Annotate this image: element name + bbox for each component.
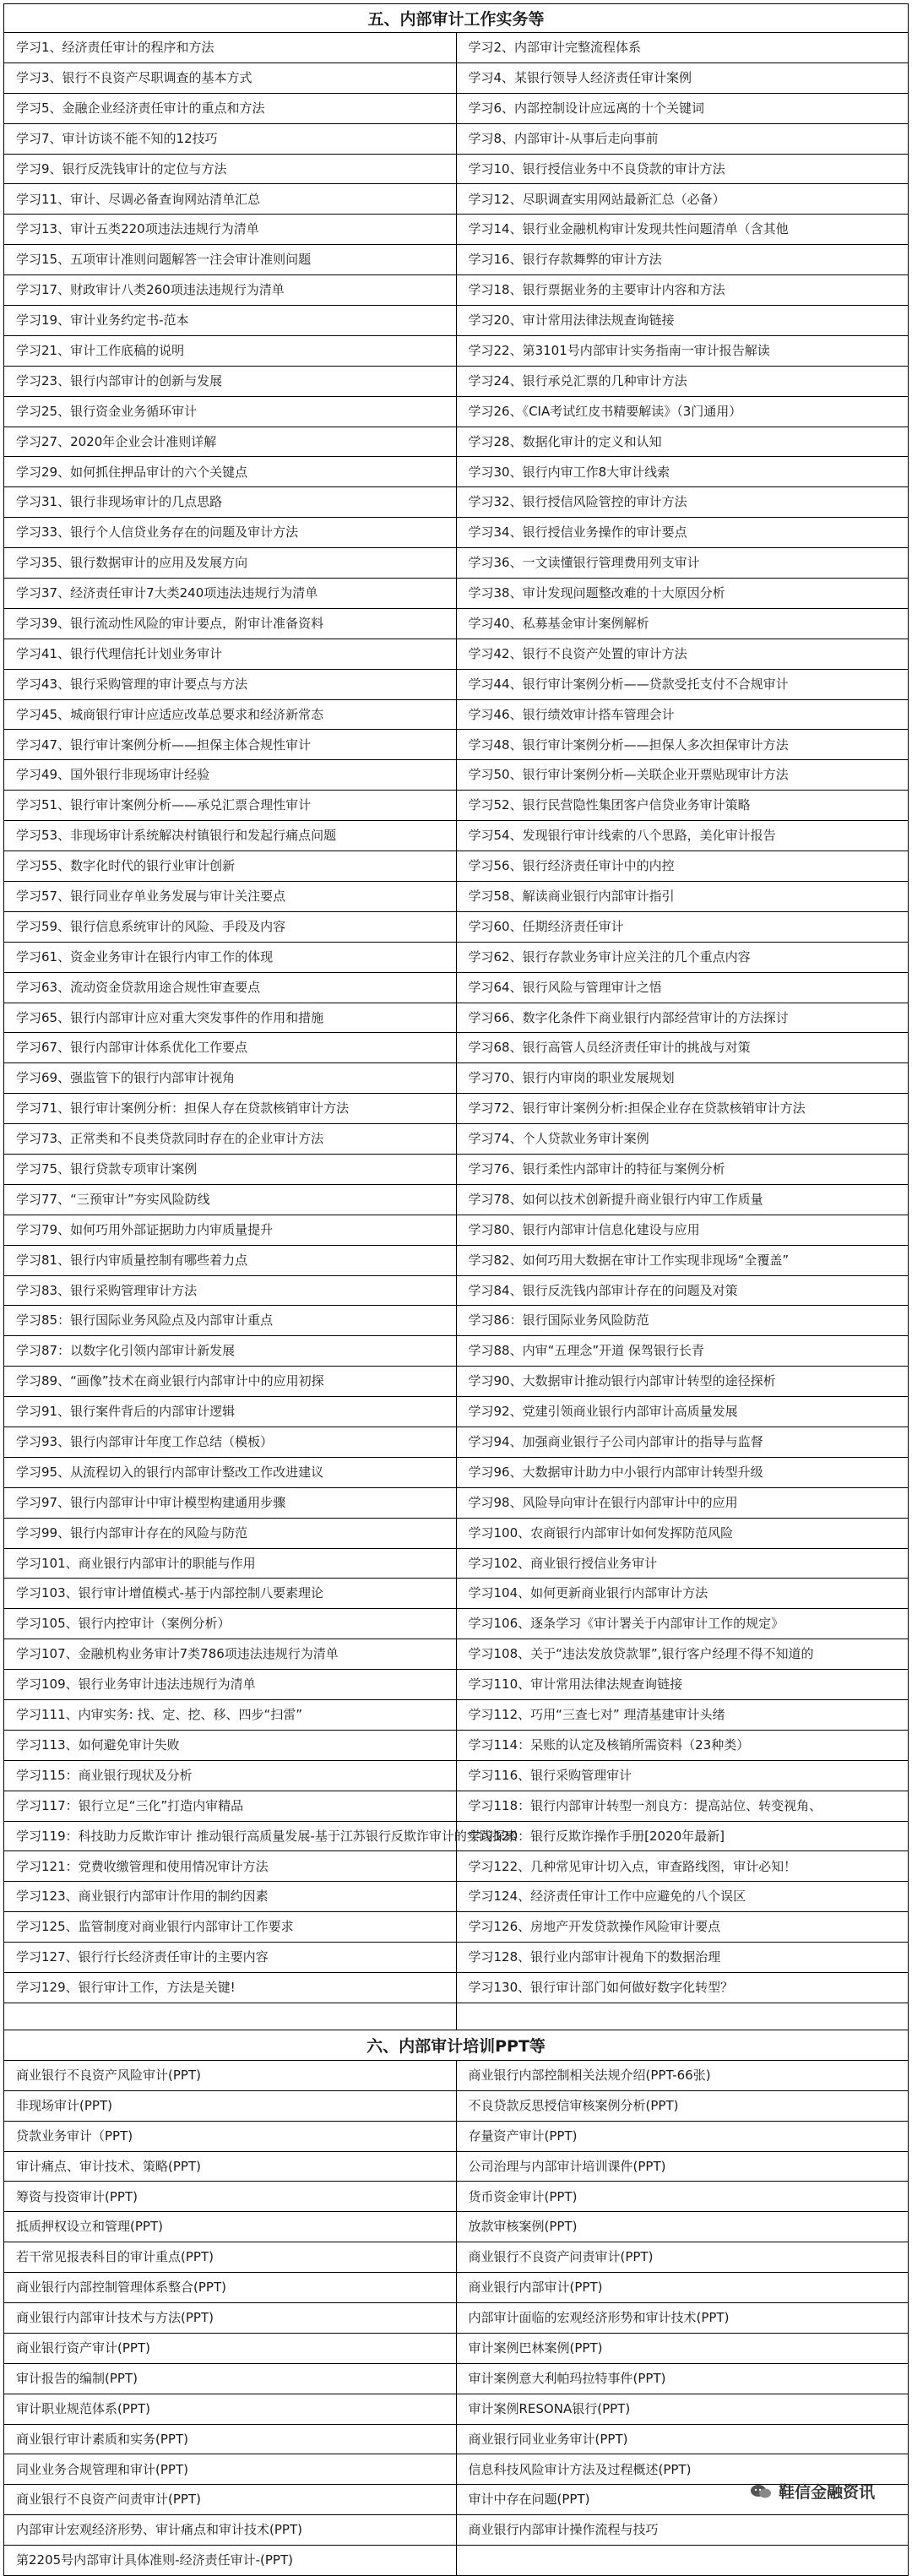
left-item: 学习65、银行内部审计应对重大突发事件的作用和措施 [4, 1003, 457, 1033]
right-item: 学习98、风险导向审计在银行内部审计中的应用 [456, 1487, 909, 1518]
table-row [4, 335, 909, 366]
right-item: 学习78、如何以技术创新提升商业银行内审工作质量 [456, 1184, 909, 1215]
left-item: 学习13、审计五类220项违法违规行为清单 [4, 215, 457, 245]
left-item: 学习61、资金业务审计在银行内审工作的体现 [4, 942, 457, 972]
right-item: 学习4、某银行领导人经济责任审计案例 [456, 62, 909, 93]
table-row [4, 2212, 909, 2242]
table-row [4, 1033, 909, 1063]
left-item: 学习21、审计工作底稿的说明 [4, 335, 457, 366]
left-item: 学习119：科技助力反欺诈审计 推动银行高质量发展-基于江苏银行反欺诈审计的实践探索 [4, 1821, 457, 1851]
gap-cell [456, 2003, 909, 2030]
left-item: 学习45、城商银行审计应适应改革总要求和经济新常态 [4, 699, 457, 730]
right-item: 学习20、审计常用法律法规查询链接 [456, 306, 909, 336]
table-row [4, 1882, 909, 1912]
right-item: 学习112、巧用“三查七对” 理清基建审计头绪 [456, 1699, 909, 1730]
left-item: 学习127、银行行长经济责任审计的主要内容 [4, 1943, 457, 1973]
table-row [4, 1094, 909, 1124]
left-item: 学习97、银行内部审计中审计模型构建通用步骤 [4, 1487, 457, 1518]
table-row [4, 1609, 909, 1639]
left-item: 学习105、银行内控审计（案例分析） [4, 1609, 457, 1639]
left-item: 学习85：银行国际业务风险点及内部审计重点 [4, 1306, 457, 1336]
left-item: 学习79、如何巧用外部证据助力内审质量提升 [4, 1215, 457, 1245]
left-item: 学习5、金融企业经济责任审计的重点和方法 [4, 93, 457, 123]
right-item: 学习34、银行授信业务操作的审计要点 [456, 518, 909, 548]
right-item: 商业银行内部控制相关法规介绍(PPT-66张) [456, 2060, 909, 2090]
table-row [4, 1579, 909, 1609]
right-item: 学习22、第3101号内部审计实务指南一审计报告解读 [456, 335, 909, 366]
table-row [4, 2394, 909, 2424]
right-item: 学习104、如何更新商业银行内部审计方法 [456, 1579, 909, 1609]
right-item: 学习110、审计常用法律法规查询链接 [456, 1670, 909, 1700]
table-row [4, 639, 909, 669]
left-item: 学习23、银行内部审计的创新与发展 [4, 366, 457, 396]
table-row [4, 548, 909, 579]
table-body [4, 4, 909, 2576]
right-item: 学习10、银行授信业务中不良贷款的审计方法 [456, 154, 909, 184]
left-item: 学习35、银行数据审计的应用及发展方向 [4, 548, 457, 579]
table-row [4, 851, 909, 882]
right-item: 学习40、私募基金审计案例解析 [456, 608, 909, 639]
right-item: 学习122、几种常见审计切入点，审查路线图，审计必知！ [456, 1851, 909, 1882]
table-row [4, 730, 909, 760]
left-item: 贷款业务审计（PPT) [4, 2121, 457, 2151]
left-item: 若干常见报表科目的审计重点(PPT) [4, 2242, 457, 2273]
table-row [4, 972, 909, 1003]
left-item: 学习113、如何避免审计失败 [4, 1730, 457, 1760]
table-row [4, 427, 909, 457]
table-row [4, 1851, 909, 1882]
right-item: 学习14、银行业金融机构审计发现共性问题清单（含其他 [456, 215, 909, 245]
table-row [4, 245, 909, 275]
left-item: 学习67、银行内部审计体系优化工作要点 [4, 1033, 457, 1063]
table-row [4, 518, 909, 548]
right-item: 学习26、《CIA考试红皮书精要解读》（3门通用） [456, 396, 909, 427]
table-row [4, 1154, 909, 1184]
right-item: 学习32、银行授信风险管控的审计方法 [456, 487, 909, 518]
table-row [4, 2242, 909, 2273]
right-item: 学习76、银行柔性内部审计的特征与案例分析 [456, 1154, 909, 1184]
table-row [4, 2546, 909, 2576]
left-item: 学习25、银行资金业务循环审计 [4, 396, 457, 427]
table-row [4, 1760, 909, 1791]
right-item: 学习6、内部控制设计应远离的十个关键词 [456, 93, 909, 123]
right-item: 学习108、关于“违法发放贷款罪”,银行客户经理不得不知道的 [456, 1639, 909, 1670]
left-item: 学习9、银行反洗钱审计的定位与方法 [4, 154, 457, 184]
table-row [4, 2151, 909, 2182]
right-item: 学习102、商业银行授信业务审计 [456, 1548, 909, 1579]
right-item: 学习28、数据化审计的定义和认知 [456, 427, 909, 457]
right-item: 学习120：银行反欺诈操作手册[2020年最新] [456, 1821, 909, 1851]
left-item: 商业银行内部控制管理体系整合(PPT) [4, 2273, 457, 2303]
watermark [750, 2480, 875, 2503]
table-row [4, 487, 909, 518]
right-item: 公司治理与内部审计培训课件(PPT) [456, 2151, 909, 2182]
right-item: 学习2、内部审计完整流程体系 [456, 33, 909, 63]
table-row [4, 2090, 909, 2121]
right-item: 学习114：呆账的认定及核销所需资料（23种类） [456, 1730, 909, 1760]
left-item: 学习75、银行贷款专项审计案例 [4, 1154, 457, 1184]
left-item: 学习51、银行审计案例分析——承兑汇票合理性审计 [4, 791, 457, 821]
right-item: 信息科技风险审计方法及过程概述(PPT) [456, 2454, 909, 2485]
table-row [4, 1367, 909, 1397]
table-row [4, 911, 909, 942]
right-item: 学习16、银行存款舞弊的审计方法 [456, 245, 909, 275]
right-item: 学习126、房地产开发贷款操作风险审计要点 [456, 1912, 909, 1943]
left-item: 商业银行内部审计技术与方法(PPT) [4, 2303, 457, 2334]
right-item: 学习90、大数据审计推动银行内部审计转型的途径探析 [456, 1367, 909, 1397]
left-item: 学习69、强监管下的银行内部审计视角 [4, 1063, 457, 1094]
right-item: 学习36、一文读懂银行管理费用列支审计 [456, 548, 909, 579]
left-item: 学习73、正常类和不良类贷款同时存在的企业审计方法 [4, 1124, 457, 1155]
table-row [4, 1184, 909, 1215]
right-item: 学习100、农商银行内部审计如何发挥防范风险 [456, 1518, 909, 1548]
right-item: 学习116、银行采购管理审计 [456, 1760, 909, 1791]
left-item: 学习53、非现场审计系统解决村镇银行和发起行痛点问题 [4, 821, 457, 851]
right-item: 学习68、银行高管人员经济责任审计的挑战与对策 [456, 1033, 909, 1063]
right-item: 学习56、银行经济责任审计中的内控 [456, 851, 909, 882]
right-item: 审计案例意大利帕玛拉特事件(PPT) [456, 2363, 909, 2394]
table-row [4, 1397, 909, 1427]
right-item: 学习96、大数据审计助力中小银行内部审计转型升级 [456, 1457, 909, 1487]
left-item: 学习27、2020年企业会计准则详解 [4, 427, 457, 457]
left-item: 学习109、银行业务审计违法违规行为清单 [4, 1670, 457, 1700]
table-row [4, 1063, 909, 1094]
left-item: 学习41、银行代理信托计划业务审计 [4, 639, 457, 669]
left-item: 第2205号内部审计具体准则-经济责任审计-(PPT) [4, 2546, 457, 2576]
table-row [4, 2060, 909, 2090]
right-item: 学习106、逐条学习《审计署关于内部审计工作的规定》 [456, 1609, 909, 1639]
left-item: 学习1、经济责任审计的程序和方法 [4, 33, 457, 63]
table-row [4, 821, 909, 851]
right-item: 学习62、银行存款业务审计应关注的几个重点内容 [456, 942, 909, 972]
left-item: 内部审计宏观经济形势、审计痛点和审计技术(PPT) [4, 2515, 457, 2546]
table-row [4, 215, 909, 245]
left-item: 学习17、财政审计八类260项违法违规行为清单 [4, 275, 457, 306]
table-row [4, 669, 909, 699]
table-row [4, 154, 909, 184]
gap-cell [4, 2003, 457, 2030]
table-row [4, 1306, 909, 1336]
table-row [4, 93, 909, 123]
table-row [4, 33, 909, 63]
left-item: 学习123、商业银行内部审计作用的制约因素 [4, 1882, 457, 1912]
left-item: 学习125、监管制度对商业银行内部审计工作要求 [4, 1912, 457, 1943]
document [3, 3, 909, 2576]
left-item: 学习11、审计、尽调必备查询网站清单汇总 [4, 184, 457, 215]
table-row [4, 791, 909, 821]
right-item: 学习84、银行反洗钱内部审计存在的问题及对策 [456, 1275, 909, 1306]
left-item: 审计报告的编制(PPT) [4, 2363, 457, 2394]
left-item: 学习3、银行不良资产尽职调查的基本方式 [4, 62, 457, 93]
right-item: 学习24、银行承兑汇票的几种审计方法 [456, 366, 909, 396]
table-row [4, 1487, 909, 1518]
table-row [4, 699, 909, 730]
left-item: 学习33、银行个人信贷业务存在的问题及审计方法 [4, 518, 457, 548]
table-row [4, 396, 909, 427]
left-item: 同业业务合规管理和审计(PPT) [4, 2454, 457, 2485]
table-row [4, 1639, 909, 1670]
table-row [4, 2424, 909, 2454]
section-title: 六、内部审计培训PPT等 [4, 2030, 909, 2060]
left-item: 抵质押权设立和管理(PPT) [4, 2212, 457, 2242]
left-item: 筹资与投资审计(PPT) [4, 2182, 457, 2212]
right-item: 学习86：银行国际业务风险防范 [456, 1306, 909, 1336]
left-item: 学习101、商业银行内部审计的职能与作用 [4, 1548, 457, 1579]
table-row [4, 1912, 909, 1943]
left-item: 学习63、流动资金贷款用途合规性审查要点 [4, 972, 457, 1003]
table-row [4, 184, 909, 215]
right-item: 存量资产审计(PPT) [456, 2121, 909, 2151]
table-row [4, 1943, 909, 1973]
left-item: 学习95、从流程切入的银行内部审计整改工作改进建议 [4, 1457, 457, 1487]
left-item: 学习81、银行内审质量控制有哪些着力点 [4, 1245, 457, 1275]
right-item: 学习74、个人贷款业务审计案例 [456, 1124, 909, 1155]
table-row [4, 275, 909, 306]
left-item: 审计职业规范体系(PPT) [4, 2394, 457, 2424]
right-item: 学习92、党建引领商业银行内部审计高质量发展 [456, 1397, 909, 1427]
table-row [4, 1427, 909, 1457]
table-row [4, 881, 909, 911]
left-item: 学习89、“画像”技术在商业银行内部审计中的应用初探 [4, 1367, 457, 1397]
right-item: 学习128、银行业内部审计视角下的数据治理 [456, 1943, 909, 1973]
table-row [4, 1275, 909, 1306]
left-item: 学习117：银行立足“三化”打造内审精品 [4, 1791, 457, 1821]
right-item: 审计中存在问题(PPT) [456, 2485, 909, 2515]
right-item: 学习60、任期经济责任审计 [456, 911, 909, 942]
right-item: 不良贷款反思授信审核案例分析(PPT) [456, 2090, 909, 2121]
table-row [4, 62, 909, 93]
section-title: 五、内部审计工作实务等 [4, 4, 909, 33]
left-item: 学习107、金融机构业务审计7类786项违法违规行为清单 [4, 1639, 457, 1670]
left-item: 学习31、银行非现场审计的几点思路 [4, 487, 457, 518]
left-item: 学习103、银行审计增值模式-基于内部控制八要素理论 [4, 1579, 457, 1609]
left-item: 学习57、银行同业存单业务发展与审计关注要点 [4, 881, 457, 911]
left-item: 学习55、数字化时代的银行业审计创新 [4, 851, 457, 882]
left-item: 商业银行审计素质和实务(PPT) [4, 2424, 457, 2454]
right-item: 货币资金审计(PPT) [456, 2182, 909, 2212]
left-item: 学习99、银行内部审计存在的风险与防范 [4, 1518, 457, 1548]
right-item: 学习130、银行审计部门如何做好数字化转型？ [456, 1973, 909, 2003]
right-item: 学习118：银行内部审计转型一剂良方：提高站位、转变视角、 [456, 1791, 909, 1821]
left-item: 学习39、银行流动性风险的审计要点，附审计准备资料 [4, 608, 457, 639]
left-item: 学习83、银行采购管理审计方法 [4, 1275, 457, 1306]
right-item: 商业银行内部审计操作流程与技巧 [456, 2515, 909, 2546]
table-row [4, 2182, 909, 2212]
left-item: 学习121：党费收缴管理和使用情况审计方法 [4, 1851, 457, 1882]
left-item: 学习43、银行采购管理的审计要点与方法 [4, 669, 457, 699]
table-row [4, 306, 909, 336]
left-item: 学习19、审计业务约定书-范本 [4, 306, 457, 336]
table-row [4, 760, 909, 791]
left-item: 学习59、银行信息系统审计的风险、手段及内容 [4, 911, 457, 942]
table-row [4, 1124, 909, 1155]
right-item: 学习52、银行民营隐性集团客户信贷业务审计策略 [456, 791, 909, 821]
right-item: 学习70、银行内审岗的职业发展规划 [456, 1063, 909, 1094]
right-item: 放款审核案例(PPT) [456, 2212, 909, 2242]
right-item: 学习66、数字化条件下商业银行内部经营审计的方法探讨 [456, 1003, 909, 1033]
left-item: 学习91、银行案件背后的内部审计逻辑 [4, 1397, 457, 1427]
right-item: 学习64、银行风险与管理审计之悟 [456, 972, 909, 1003]
right-item: 学习72、银行审计案例分析:担保企业存在贷款核销审计方法 [456, 1094, 909, 1124]
right-item: 学习54、发现银行审计线索的八个思路，美化审计报告 [456, 821, 909, 851]
table-row [4, 1548, 909, 1579]
table-row [4, 1791, 909, 1821]
left-item: 学习115：商业银行现状及分析 [4, 1760, 457, 1791]
right-item: 学习50、银行审计案例分析—关联企业开票贴现审计方法 [456, 760, 909, 791]
table-row [4, 2273, 909, 2303]
section-header [4, 2030, 909, 2060]
left-item: 学习87：以数字化引领内部审计新发展 [4, 1336, 457, 1367]
table-row [4, 1973, 909, 2003]
left-item: 学习93、银行内部审计年度工作总结（模板） [4, 1427, 457, 1457]
left-item: 审计痛点、审计技术、策略(PPT) [4, 2151, 457, 2182]
table-row [4, 1336, 909, 1367]
table-row [4, 1518, 909, 1548]
left-item: 商业银行资产审计(PPT) [4, 2333, 457, 2363]
right-item: 商业银行内部审计(PPT) [456, 2273, 909, 2303]
right-item: 学习8、内部审计-从事后走向事前 [456, 123, 909, 154]
right-item: 学习18、银行票据业务的主要审计内容和方法 [456, 275, 909, 306]
right-item: 学习48、银行审计案例分析——担保人多次担保审计方法 [456, 730, 909, 760]
table-row [4, 1699, 909, 1730]
table-row [4, 1003, 909, 1033]
table-row [4, 1457, 909, 1487]
right-item: 学习82、如何巧用大数据在审计工作实现非现场“全覆盖” [456, 1245, 909, 1275]
left-item: 学习111、内审实务: 找、定、挖、移、四步“扫雷” [4, 1699, 457, 1730]
table-row [4, 608, 909, 639]
table-row [4, 942, 909, 972]
table-row [4, 1670, 909, 1700]
watermark-text: 鞋信金融资讯 [778, 2483, 875, 2502]
section-header [4, 4, 909, 33]
right-item: 学习30、银行内审工作8大审计线索 [456, 457, 909, 487]
table-row [4, 579, 909, 609]
left-item: 商业银行不良资产风险审计(PPT) [4, 2060, 457, 2090]
study-list-table [3, 3, 909, 2576]
table-row [4, 1245, 909, 1275]
right-item: 审计案例RESONA银行(PPT) [456, 2394, 909, 2424]
left-item: 学习29、如何抓住押品审计的六个关键点 [4, 457, 457, 487]
left-item: 学习7、审计访谈不能不知的12技巧 [4, 123, 457, 154]
left-item: 学习47、银行审计案例分析——担保主体合规性审计 [4, 730, 457, 760]
right-item: 学习12、尽职调查实用网站最新汇总（必备） [456, 184, 909, 215]
table-row [4, 1821, 909, 1851]
right-item: 学习80、银行内部审计信息化建设与应用 [456, 1215, 909, 1245]
table-row [4, 2333, 909, 2363]
table-row [4, 2121, 909, 2151]
right-item: 学习44、银行审计案例分析——贷款受托支付不合规审计 [456, 669, 909, 699]
chat-bubbles-icon [750, 2483, 772, 2500]
right-item: 商业银行不良资产问责审计(PPT) [456, 2242, 909, 2273]
table-row [4, 1730, 909, 1760]
table-row [4, 2303, 909, 2334]
right-item: 内部审计面临的宏观经济形势和审计技术(PPT) [456, 2303, 909, 2334]
right-item: 学习42、银行不良资产处置的审计方法 [456, 639, 909, 669]
table-row [4, 2515, 909, 2546]
right-item: 学习124、经济责任审计工作中应避免的八个误区 [456, 1882, 909, 1912]
left-item: 学习77、“三预审计”夯实风险防线 [4, 1184, 457, 1215]
right-item: 商业银行同业业务审计(PPT) [456, 2424, 909, 2454]
left-item: 学习129、银行审计工作，方法是关键! [4, 1973, 457, 2003]
table-row [4, 2363, 909, 2394]
table-row [4, 457, 909, 487]
right-item: 学习58、解读商业银行内部审计指引 [456, 881, 909, 911]
table-row [4, 1215, 909, 1245]
right-item: 学习46、银行绩效审计搭车管理会计 [456, 699, 909, 730]
right-item: 审计案例巴林案例(PPT) [456, 2333, 909, 2363]
left-item: 学习15、五项审计准则问题解答一注会审计准则问题 [4, 245, 457, 275]
section-gap [4, 2003, 909, 2030]
table-row [4, 123, 909, 154]
left-item: 学习49、国外银行非现场审计经验 [4, 760, 457, 791]
right-item: 学习38、审计发现问题整改难的十大原因分析 [456, 579, 909, 609]
right-item: 学习88、内审“五理念”开道 保驾银行长青 [456, 1336, 909, 1367]
right-item [456, 2546, 909, 2576]
table-row [4, 366, 909, 396]
left-item: 商业银行不良资产问责审计(PPT) [4, 2485, 457, 2515]
left-item: 非现场审计(PPT) [4, 2090, 457, 2121]
right-item: 学习94、加强商业银行子公司内部审计的指导与监督 [456, 1427, 909, 1457]
left-item: 学习37、经济责任审计7大类240项违法违规行为清单 [4, 579, 457, 609]
left-item: 学习71、银行审计案例分析：担保人存在贷款核销审计方法 [4, 1094, 457, 1124]
